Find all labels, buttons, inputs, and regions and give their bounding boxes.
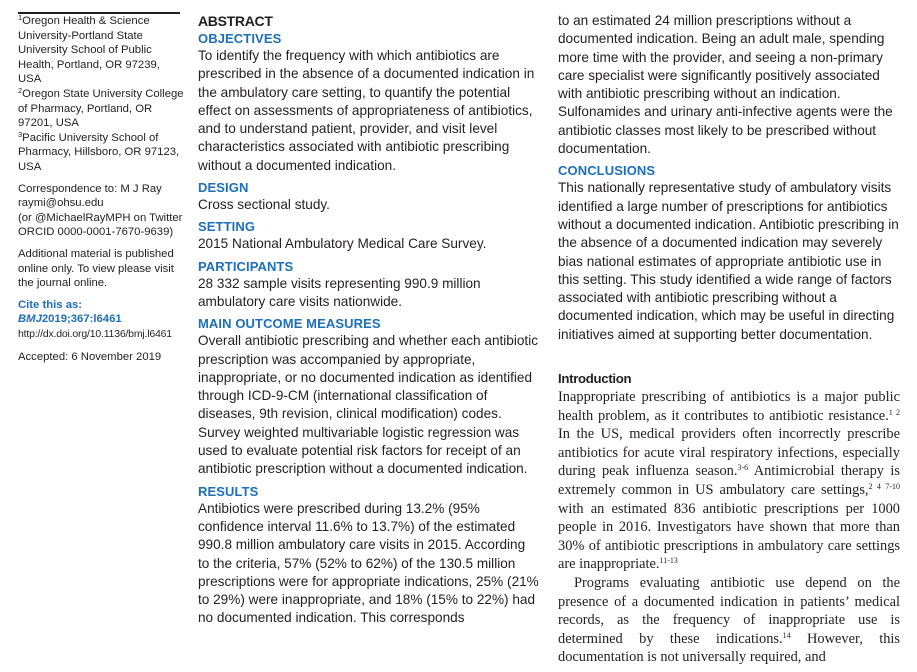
setting-text: 2015 National Ambulatory Medical Care Survey.	[198, 236, 487, 252]
setting-heading: SETTING	[198, 219, 256, 235]
cite-as	[18, 298, 184, 342]
doi-link[interactable]: http://dx.doi.org/10.1136/bmj.l6461	[18, 327, 172, 340]
citation-ref: 3-6	[737, 463, 749, 473]
affiliation-3: $^3$Pacific University School of Pharmacy, Hillsboro, OR 97123, USA	[18, 129, 180, 173]
results-heading: RESULTS	[198, 483, 259, 499]
citation-ref: 14	[782, 630, 791, 640]
citation-ref: 11-13	[659, 556, 678, 566]
conclusions-heading: CONCLUSIONS	[558, 163, 656, 179]
objectives-heading: OBJECTIVES	[198, 31, 282, 46]
design-text: Cross sectional study.	[198, 197, 330, 213]
introduction-paragraph-2: Programs evaluating antibiotic use depend on the presence of a documented indication in patients’ medical records, as the frequency of inappropriate use is determined by these indications.$^{14}$ However, this documentation is not universally required, and	[558, 574, 900, 666]
correspondence	[18, 182, 184, 240]
participants-text: 28 332 sample visits representing 990.9 million ambulatory care visits nationwide.	[198, 275, 481, 309]
abstract-column	[198, 12, 540, 628]
citation-ref: 2 4 7-10	[868, 482, 900, 492]
affiliation-1: $^1$Oregon Health & Science University-Portland State University School of Public Health, Portland, OR 97239, USA	[18, 13, 160, 86]
results-text-continued: to an estimated 24 million prescriptions without a documented indication. Being an adult male, spending more time with the provider, and seeing a non-primary care specialist were significantly positively associated with antibiotic prescribing without an indication. Sulfonamides and urinary anti-infective agents were the antibiotic classes most likely to be prescribed without documentation.	[558, 13, 893, 157]
correspondence-email[interactable]: raymi@ohsu.edu	[18, 197, 104, 210]
introduction-paragraph-1: Inappropriate prescribing of antibiotics is a major public health problem, as it contributes to antibiotic resistance.$^{1 2}$ In the US, medical providers often incorrectly prescribe antibiotics for acute viral respiratory infections, especially during peak influenza season.$^{3-6}$ Antimicrobial therapy is extremely common in US ambulatory care settings,$^{2 4 7-10}$ with an estimated 836 antibiotic prescriptions per 1000 people in 2016. Investigators have shown that more than 30% of antibiotic prescriptions in ambulatory care settings are inappropriate.$^{11-13}$	[558, 389, 901, 573]
outcome-text: Overall antibiotic prescribing and whether each antibiotic prescription was accompanied by appropriate, inappropriate, or no documented indication as identified through ICD-9-CM (international classification of diseases, 9th revision, clinical modification) codes. Survey weighted multivariable logistic regression was used to evaluate potential risk factors for receipt of an antibiotic prescription without a documented indication.	[198, 333, 539, 477]
design-heading: DESIGN	[198, 180, 249, 196]
correspondence-twitter: (or @MichaelRayMPH on Twitter	[18, 211, 183, 224]
introduction-section	[558, 370, 900, 667]
conclusions-text: This nationally representative study of ambulatory visits identified a large number of prescriptions for antibiotics without a documented indication. Antibiotic prescribing in the absence of a documented indication may severely bias national estimates of appropriate antibiotic use in this setting. This study identified a wide range of factors associated with antibiotic prescribing without a documented indication, which may be useful in directing initiatives aimed at supporting better documentation.	[558, 180, 899, 342]
additional-material-note: Additional material is published online only. To view please visit the journal online.	[18, 247, 174, 290]
correspondence-orcid: ORCID 0000-0001-7670-9639)	[18, 226, 174, 239]
right-column	[558, 12, 900, 667]
citation-ref: 1 2	[888, 407, 901, 417]
correspondence-label: Correspondence to:	[18, 182, 118, 195]
outcome-heading: MAIN OUTCOME MEASURES	[198, 316, 381, 332]
cite-ref: 2019;367:l6461	[41, 313, 122, 326]
cite-label: Cite this as:	[18, 298, 83, 311]
introduction-heading: Introduction	[558, 371, 632, 387]
objectives-text: To identify the frequency with which antibiotics are prescribed in the absence of a documented indication in the ambulatory care setting, to quantify the potential effect on assessments of appropriateness of antibiotics, and to understand patient, provider, and visit level characteristics associated with antibiotic prescribing without a documented indication.	[198, 48, 535, 173]
article-meta	[18, 14, 184, 365]
cite-journal: BMJ	[18, 313, 42, 326]
participants-heading: PARTICIPANTS	[198, 258, 294, 274]
correspondence-name: M J Ray	[120, 182, 162, 195]
results-text: Antibiotics were prescribed during 13.2% (95% confidence interval 11.6% to 13.7%) of the estimated 990.8 million ambulatory care visits in 2015. According to the criteria, 57% (52% to 62%) of the 130.5 million prescriptions were for appropriate indications, 25% (21% to 29%) were inappropriate, and 18% (15% to 22%) had no documented indication. This corresponds	[198, 500, 539, 626]
affiliation-2: $^2$Oregon State University College of Pharmacy, Portland, OR 97201, USA	[18, 85, 184, 130]
accepted-date: Accepted: 6 November 2019	[18, 351, 162, 364]
abstract-title: ABSTRACT	[198, 13, 273, 29]
